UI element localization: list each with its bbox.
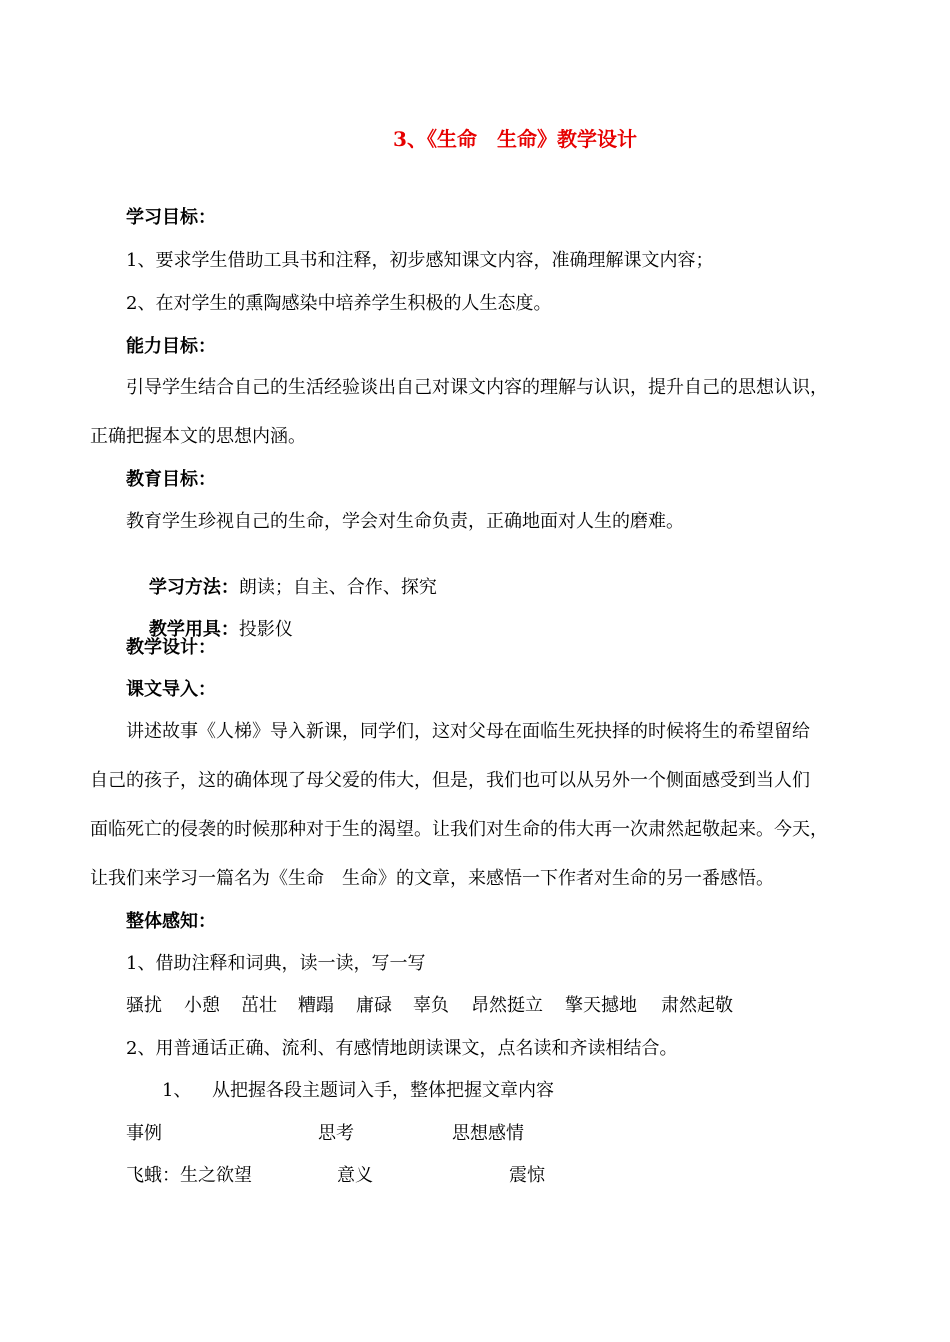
learning-method-text: 朗读；自主、合作、探究 <box>238 577 437 598</box>
vocab-word: 擎天撼地 <box>565 995 637 1016</box>
teaching-design-heading: 教学设计： <box>126 637 216 658</box>
intro-paragraph-line-1: 讲述故事《人梯》导入新课，同学们，这对父母在面临生死抉择的时候将生的希望留给 <box>126 721 810 742</box>
table-cell-feeling: 震惊 <box>509 1165 545 1186</box>
sub-item-1 <box>0 1079 950 1103</box>
vocab-word: 庸碌 <box>356 995 392 1016</box>
document-title: 3、《生命 生命》教学设计 <box>393 127 637 151</box>
education-goal-heading: 教育目标： <box>126 469 216 490</box>
sub-item-1-text: 从把握各段主题词入手，整体把握文章内容 <box>212 1080 554 1101</box>
vocab-word: 昂然挺立 <box>471 995 543 1016</box>
table-cell-example: 飞蛾：生之欲望 <box>126 1165 252 1186</box>
intro-paragraph-line-4: 让我们来学习一篇名为《生命 生命》的文章，来感悟一下作者对生命的另一番感悟。 <box>90 868 774 889</box>
table-header-thinking: 思考 <box>318 1123 354 1144</box>
vocab-word: 小憩 <box>184 995 220 1016</box>
sub-item-1-number: 1、 <box>162 1080 192 1101</box>
intro-paragraph-line-3: 面临死亡的侵袭的时候那种对于生的渴望。让我们对生命的伟大再一次肃然起敬起来。今天， <box>90 819 828 840</box>
intro-paragraph-line-2: 自己的孩子，这的确体现了母父爱的伟大，但是，我们也可以从另外一个侧面感受到当人们 <box>90 770 810 791</box>
table-cell-thinking: 意义 <box>337 1165 373 1186</box>
learning-goal-item-2: 2、在对学生的熏陶感染中培养学生积极的人生态度。 <box>126 293 552 314</box>
ability-goal-heading: 能力目标： <box>126 336 216 357</box>
learning-goal-item-1: 1、要求学生借助工具书和注释，初步感知课文内容，准确理解课文内容； <box>126 250 714 271</box>
ability-goal-text-line-2: 正确把握本文的思想内涵。 <box>90 426 306 447</box>
table-header-example: 事例 <box>126 1123 162 1144</box>
vocab-word: 糟蹋 <box>298 995 334 1016</box>
vocab-word: 肃然起敬 <box>661 995 733 1016</box>
table-header-row <box>0 1122 950 1146</box>
vocab-word: 骚扰 <box>126 995 162 1016</box>
intro-heading: 课文导入： <box>126 679 216 700</box>
overall-perception-heading: 整体感知： <box>126 911 216 932</box>
table-row <box>0 1164 950 1188</box>
table-header-feeling: 思想感情 <box>452 1123 524 1144</box>
learning-goal-heading: 学习目标： <box>126 207 216 228</box>
vocab-word: 茁壮 <box>241 995 277 1016</box>
overall-item-1: 1、借助注释和词典，读一读，写一写 <box>126 953 426 974</box>
overall-item-2: 2、用普通话正确、流利、有感情地朗读课文，点名读和齐读相结合。 <box>126 1038 678 1059</box>
teaching-tools-label: 教学用具： <box>148 619 239 640</box>
ability-goal-text-line-1: 引导学生结合自己的生活经验谈出自己对课文内容的理解与认识，提升自己的思想认识， <box>126 377 828 398</box>
learning-method-label: 学习方法： <box>148 577 239 598</box>
vocabulary-list <box>0 994 950 1018</box>
teaching-tools-text: 投影仪 <box>238 619 293 640</box>
vocab-word: 辜负 <box>413 995 449 1016</box>
education-goal-text: 教育学生珍视自己的生命，学会对生命负责，正确地面对人生的磨难。 <box>126 511 684 532</box>
